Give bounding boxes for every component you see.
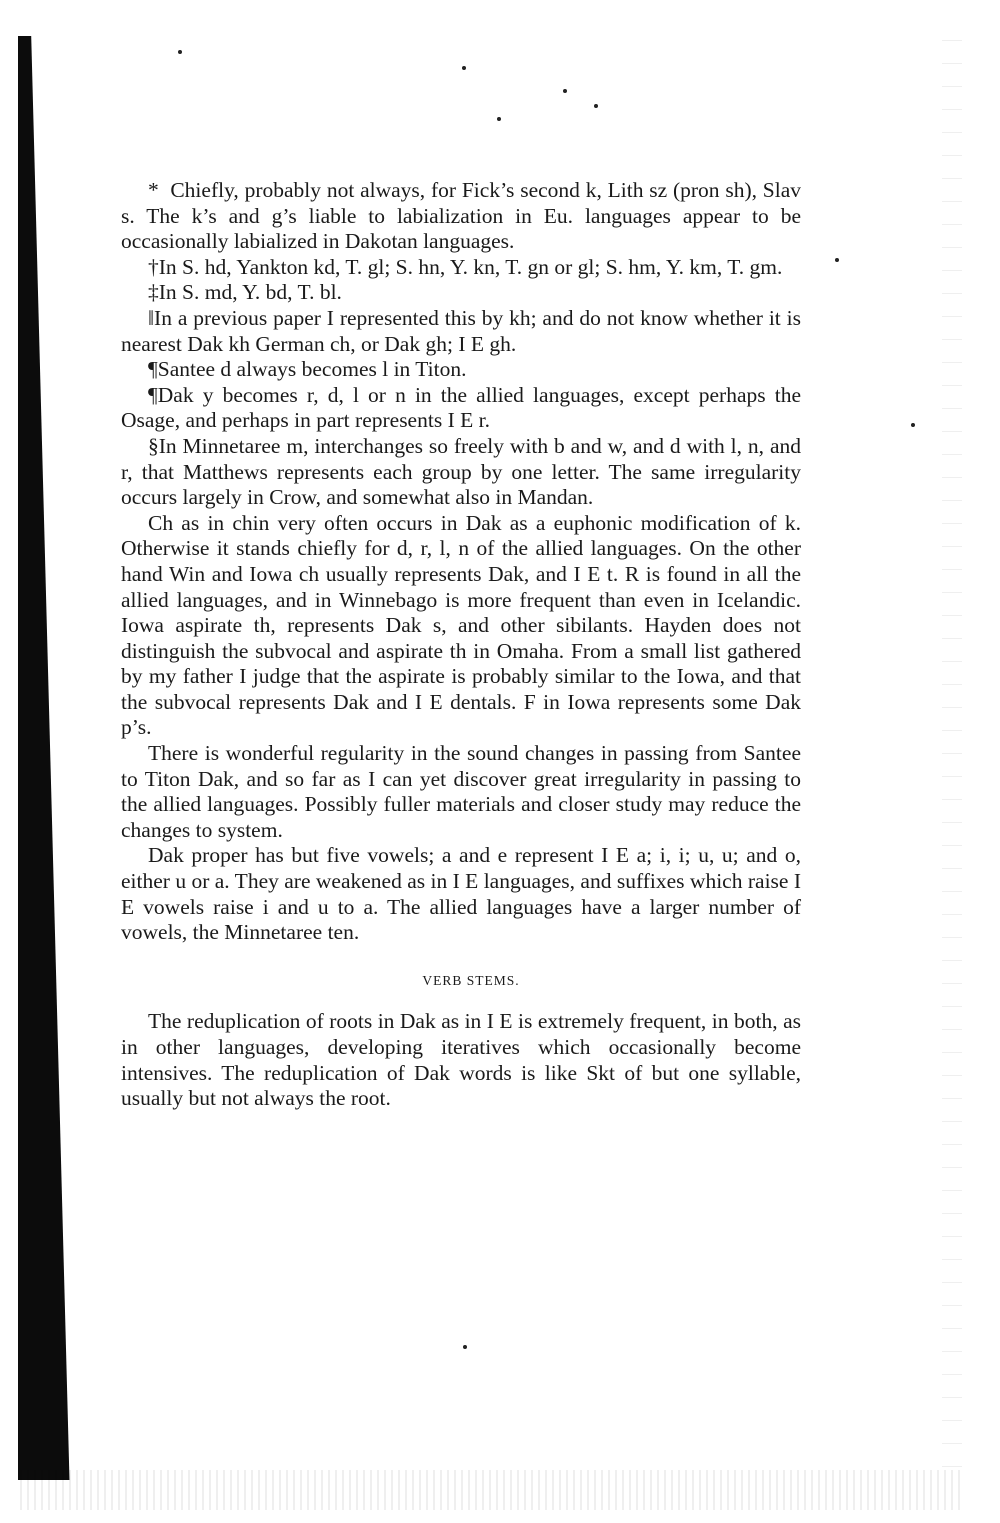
footnote-text: Dak y becomes r, d, l or n in the allied languages, except perhaps the Osage, and perhaps in part represents I E r.: [121, 382, 801, 433]
body-paragraph: The reduplication of roots in Dak as in I E is extremely frequent, in both, as in other languages, developing iteratives which occasionally become intensives. The reduplication of Dak words is like Skt of but one syllable, usually but not always the root.: [121, 1009, 801, 1111]
page-edge-bottom: [20, 1470, 960, 1510]
speck: [462, 66, 466, 70]
footnote: [121, 306, 801, 357]
footnote-text: In S. hd, Yankton kd, T. gl; S. hn, Y. kn, T. gn or gl; S. hm, Y. km, T. gm.: [158, 254, 783, 279]
footnote-marker: ‡: [148, 280, 159, 305]
footnote-text: Chiefly, probably not always, for Fick’s second k, Lith sz (pron sh), Slav s. The k’s and g’s liable to labialization in Eu. languages appear to be occasionally labialized in Dakotan languages.: [121, 178, 801, 254]
speck: [497, 117, 501, 121]
footnote-marker: ¶: [148, 357, 158, 382]
page-edge-right: [942, 40, 962, 1480]
footnote-text: Santee d always becomes l in Titon.: [157, 357, 467, 382]
footnote: [121, 383, 801, 434]
body-paragraph: Dak proper has but five vowels; a and e represent I E a; i, i; u, u; and o, either u or a. They are weakened as in I E languages, and suffixes which raise I E vowels raise i and u to a. The allied languages have a larger number of vowels, the Minnetaree ten.: [121, 843, 801, 945]
speck: [594, 104, 598, 108]
footnote: [121, 178, 801, 255]
footnote-text: In Minnetaree m, interchanges so freely with b and w, and d with l, n, and r, that Matthews represents each group by one letter. The same irregularity occurs largely in Crow, and somewhat also in Mandan.: [121, 433, 801, 510]
speck: [835, 258, 839, 262]
section-heading: VERB STEMS.: [422, 972, 520, 988]
footnote-marker: §: [148, 433, 159, 458]
book-spine-shadow: [18, 36, 84, 1480]
footnote-marker: *: [148, 178, 159, 202]
speck: [911, 423, 915, 427]
footnote: [121, 357, 801, 383]
body-paragraph: Ch as in chin very often occurs in Dak as a euphonic modification of k. Otherwise it stands chiefly for d, r, l, n of the allied languages. On the other hand Win and Iowa ch usually represents Dak, and I E t. R is found in all the allied languages, and in Winnebago is more frequent than even in Icelandic. Iowa aspirate th, represents Dak s, and other sibilants. Hayden does not distinguish the subvocal and aspirate th in Omaha. From a small list gathered by my father I judge that the aspirate is probably similar to the Iowa, and that the subvocal represents Dak and I E dentals. F in Iowa represents some Dak p’s.: [121, 510, 801, 740]
footnote: [121, 255, 801, 281]
speck: [178, 50, 182, 54]
page-text: [121, 178, 801, 1112]
footnote-text: In a previous paper I represented this by kh; and do not know whether it is nearest Dak kh German ch, or Dak gh; I E gh.: [121, 305, 801, 356]
footnote-marker: †: [148, 254, 159, 279]
footnote-text: In S. md, Y. bd, T. bl.: [158, 280, 342, 305]
footnote: [121, 280, 801, 306]
footnote: [121, 434, 801, 511]
footnote-marker: ¶: [148, 382, 158, 407]
body-paragraph: There is wonderful regularity in the sound changes in passing from Santee to Titon Dak, and so far as I can yet discover great irregularity in passing to the allied languages. Possibly fuller materials and closer study may reduce the changes to system.: [121, 741, 801, 842]
footnote-marker: ‖: [148, 305, 155, 330]
speck: [463, 1345, 467, 1349]
speck: [563, 89, 567, 93]
